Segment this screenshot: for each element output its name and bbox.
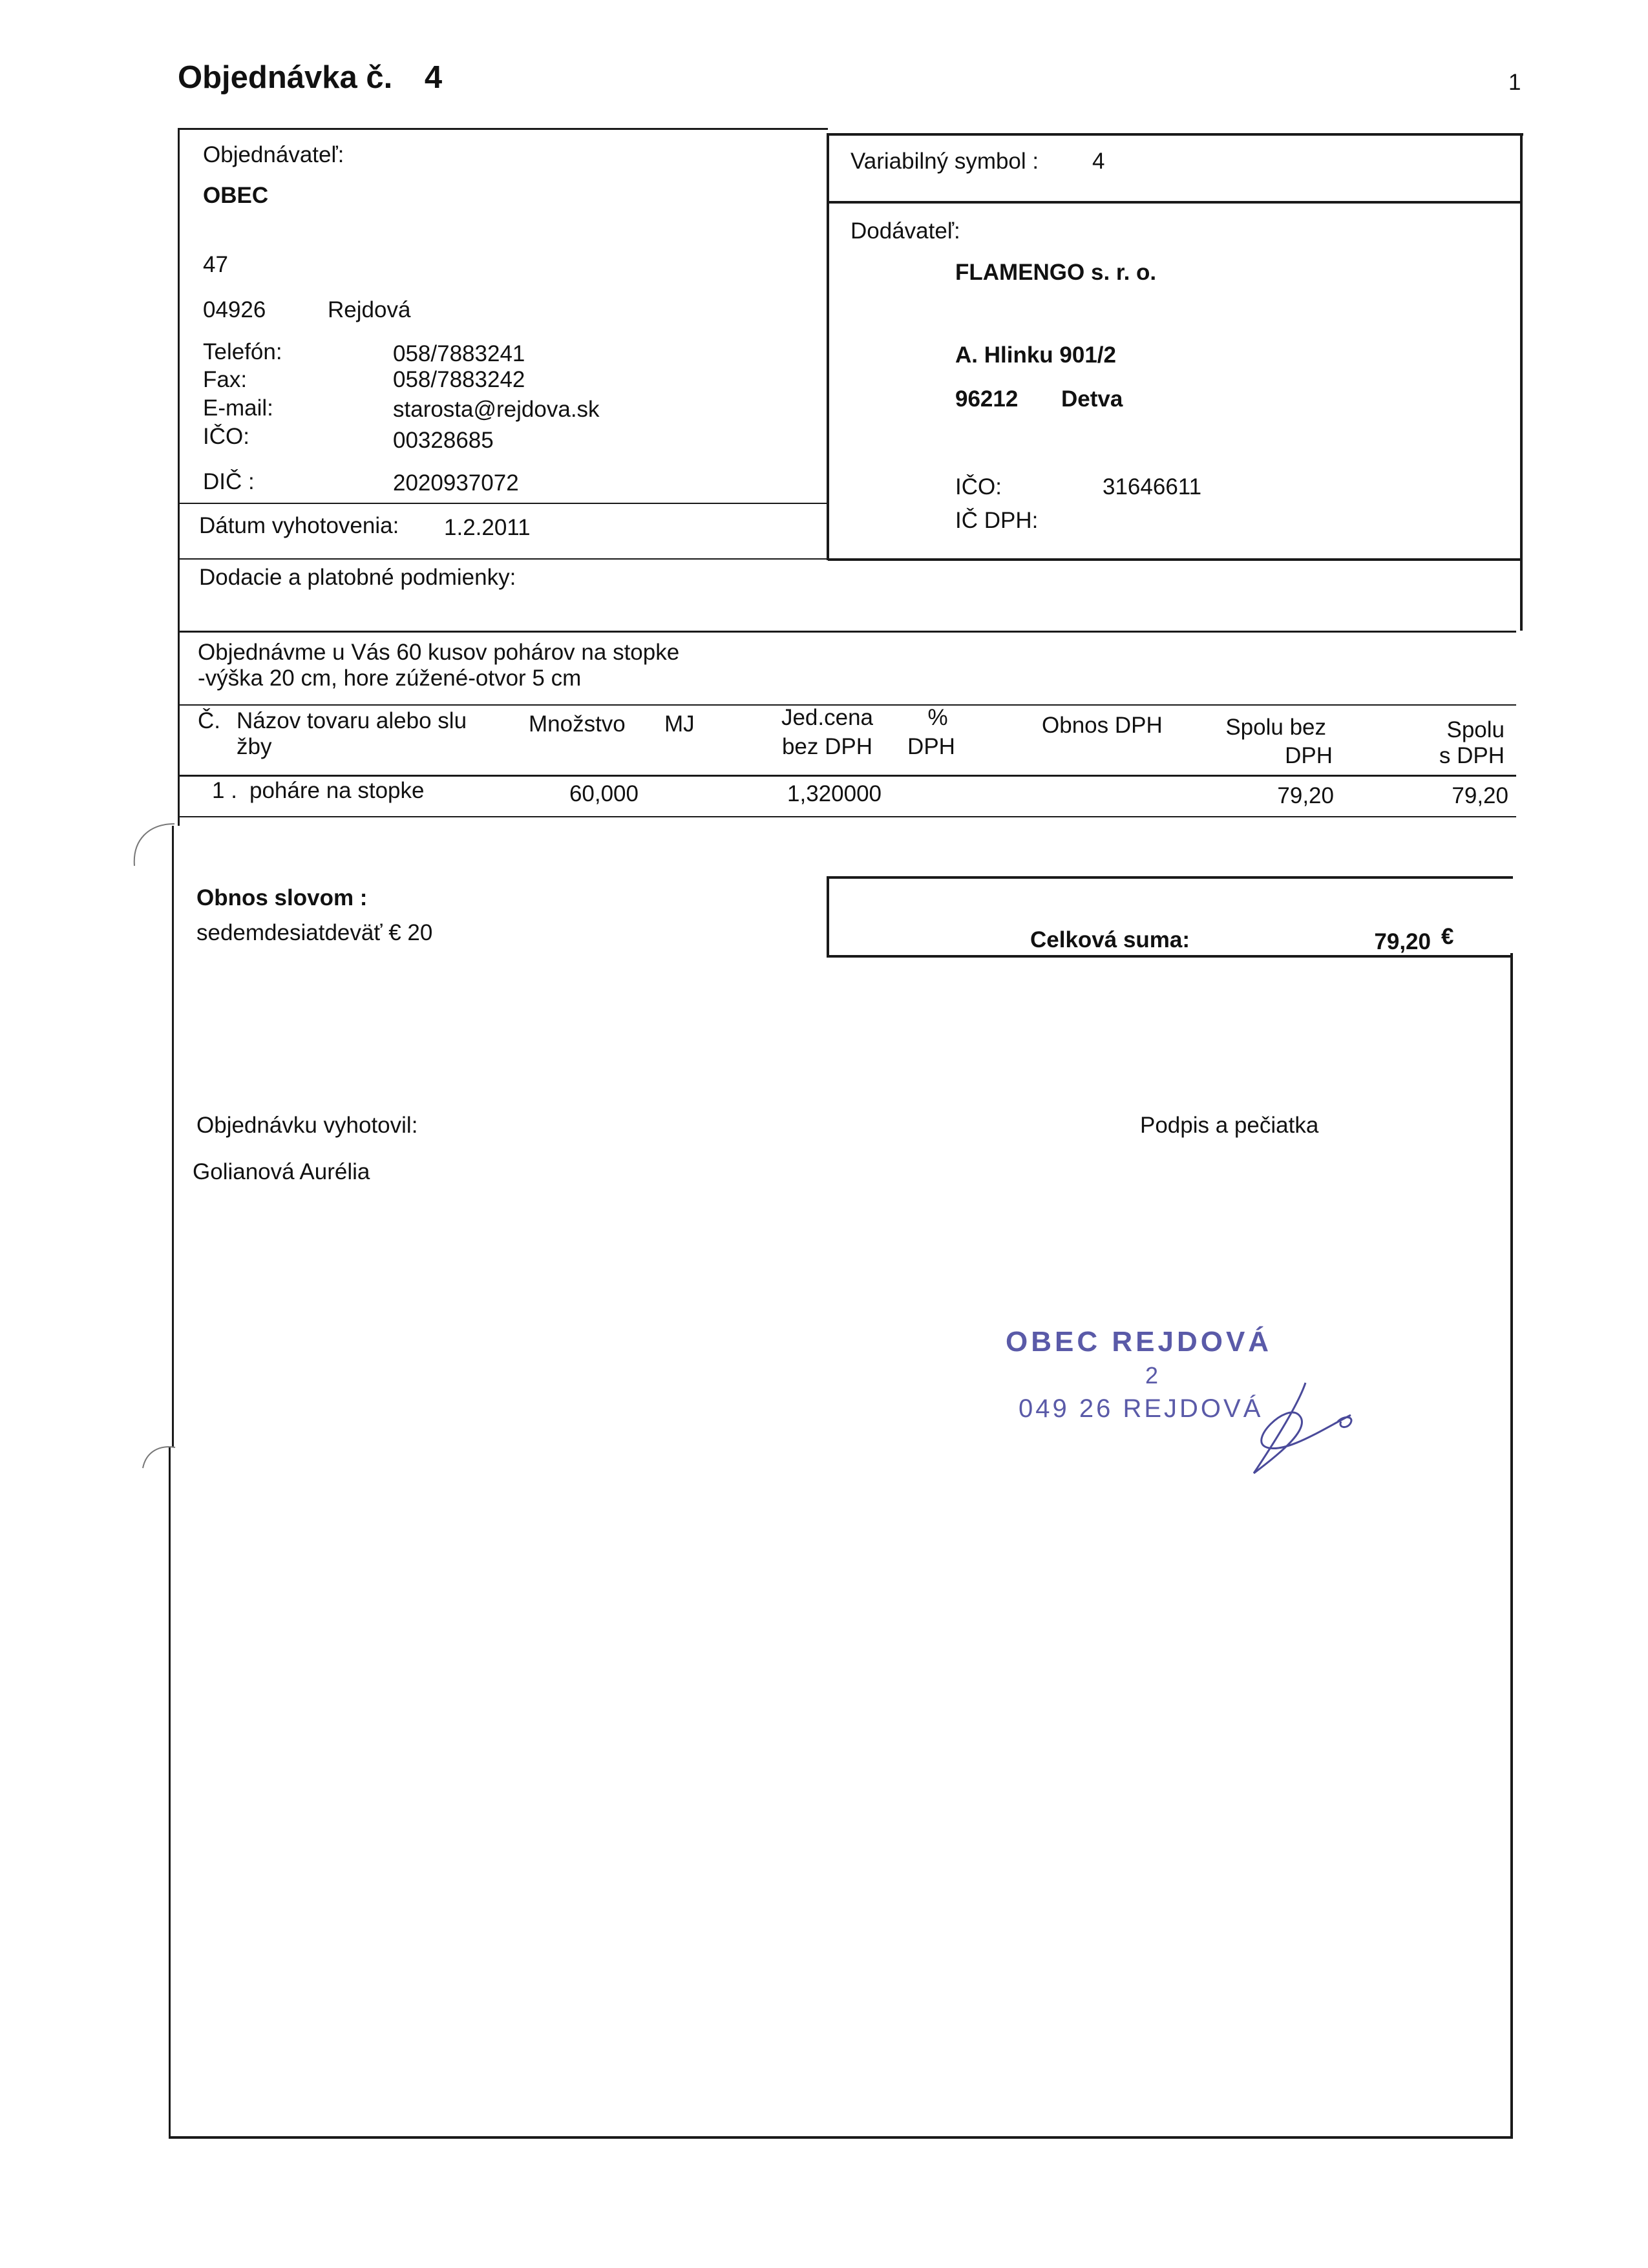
signature-label: Podpis a pečiatka <box>1140 1113 1319 1138</box>
amount-words-label: Obnos slovom : <box>196 885 368 910</box>
col-header-vat-amount: Obnos DPH <box>1042 713 1163 738</box>
col-header-price-1: Jed.cena <box>781 705 874 730</box>
table-header-bottom <box>180 775 1516 777</box>
supplier-label: Dodávateľ: <box>850 218 960 244</box>
date-value: 1.2.2011 <box>444 515 531 540</box>
frame-left-border-lower <box>169 1447 171 2139</box>
totals-box-bottom <box>827 955 1513 958</box>
frame-left-border <box>178 128 180 826</box>
grand-total-value: 79,20 <box>1374 929 1431 954</box>
title-label: Objednávka č. <box>178 60 393 95</box>
table-row-bottom <box>180 816 1516 817</box>
date-divider <box>180 503 828 504</box>
frame-top-right <box>828 133 1523 136</box>
terms-divider <box>180 558 828 560</box>
frame-bottom <box>169 2136 1513 2139</box>
supplier-icdph-label: IČ DPH: <box>955 508 1039 533</box>
grand-total-currency: € <box>1441 924 1454 949</box>
row-unit-price: 1,320000 <box>787 781 882 806</box>
row-total-inc-vat: 79,20 <box>1452 783 1508 808</box>
supplier-name: FLAMENGO s. r. o. <box>955 260 1157 285</box>
row-total-ex-vat: 79,20 <box>1277 783 1334 808</box>
orderer-city: Rejdová <box>328 297 411 322</box>
variable-symbol-value: 4 <box>1092 149 1105 174</box>
frame-left-connector <box>172 826 174 1447</box>
supplier-box-right <box>1520 133 1523 631</box>
contact-value-email: starosta@rejdova.sk <box>393 397 600 422</box>
orderer-name: OBEC <box>203 183 269 208</box>
stamp-line-1: OBEC REJDOVÁ <box>1006 1326 1273 1358</box>
description-divider <box>180 631 1516 633</box>
col-header-quantity: Množstvo <box>529 711 626 737</box>
amount-words-value: sedemdesiatdeväť € 20 <box>196 920 433 945</box>
supplier-zip: 96212 <box>955 386 1019 412</box>
supplier-city: Detva <box>1061 386 1123 412</box>
grand-total-label: Celková suma: <box>1030 927 1190 952</box>
col-header-total-inc-1: Spolu <box>1446 717 1505 742</box>
supplier-box-bottom <box>828 558 1523 561</box>
col-header-total-ex-1: Spolu bez <box>1225 715 1326 740</box>
contact-label-phone: Telefón: <box>203 339 282 364</box>
contact-value-phone: 058/7883241 <box>393 341 525 366</box>
stamp-line-3: 049 26 REJDOVÁ <box>1019 1394 1263 1423</box>
col-header-price-2: bez DPH <box>781 734 873 759</box>
col-header-vat-2: DPH <box>907 734 955 759</box>
supplier-box-left <box>827 133 829 560</box>
supplier-street: A. Hlinku 901/2 <box>955 342 1116 368</box>
totals-box-top <box>827 876 1513 879</box>
contact-label-fax: Fax: <box>203 367 248 392</box>
page-number: 1 <box>1508 70 1521 95</box>
contact-label-email: E-mail: <box>203 395 273 421</box>
col-header-name-1: Názov tovaru alebo slu <box>237 708 467 733</box>
row-quantity: 60,000 <box>569 781 639 806</box>
col-header-number: Č. <box>198 708 220 733</box>
prepared-by-name: Golianová Aurélia <box>193 1159 370 1184</box>
col-header-total-inc-2: s DPH <box>1439 743 1505 768</box>
row-item-name: poháre na stopke <box>249 778 425 803</box>
frame-top-left <box>178 128 828 130</box>
prepared-by-label: Objednávku vyhotovil: <box>196 1113 418 1138</box>
supplier-ico-label: IČO: <box>955 474 1002 499</box>
col-header-total-ex-2: DPH <box>1285 743 1333 768</box>
supplier-ico-value: 31646611 <box>1103 474 1202 499</box>
punch-hole-mark-upper <box>129 821 181 872</box>
stamp-line-2: 2 <box>1145 1362 1159 1389</box>
col-header-unit: MJ <box>664 711 695 737</box>
contact-value-ico: 00328685 <box>393 428 494 453</box>
variable-symbol-label: Variabilný symbol : <box>850 149 1039 174</box>
orderer-zip: 04926 <box>203 297 266 322</box>
col-header-vat-1: % <box>927 705 948 730</box>
frame-right-border <box>1510 953 1513 2138</box>
description-line-2: -výška 20 cm, hore zúžené-otvor 5 cm <box>198 666 582 691</box>
page-title <box>178 59 442 96</box>
date-label: Dátum vyhotovenia: <box>199 513 399 538</box>
orderer-label: Objednávateľ: <box>203 142 344 167</box>
handwritten-signature <box>1241 1376 1370 1480</box>
order-number: 4 <box>424 60 443 95</box>
description-line-1: Objednávme u Vás 60 kusov pohárov na stopke <box>198 640 680 665</box>
dic-label: DIČ : <box>203 469 255 494</box>
punch-hole-mark-lower <box>140 1442 178 1475</box>
dic-value: 2020937072 <box>393 470 519 496</box>
vs-divider <box>828 201 1523 204</box>
terms-label: Dodacie a platobné podmienky: <box>199 565 516 590</box>
orderer-street-number: 47 <box>203 252 228 277</box>
contact-value-fax: 058/7883242 <box>393 367 525 392</box>
contact-label-ico: IČO: <box>203 424 249 449</box>
row-number: 1 . <box>212 778 237 803</box>
col-header-name-2: žby <box>237 734 272 759</box>
totals-box-left <box>827 876 829 958</box>
